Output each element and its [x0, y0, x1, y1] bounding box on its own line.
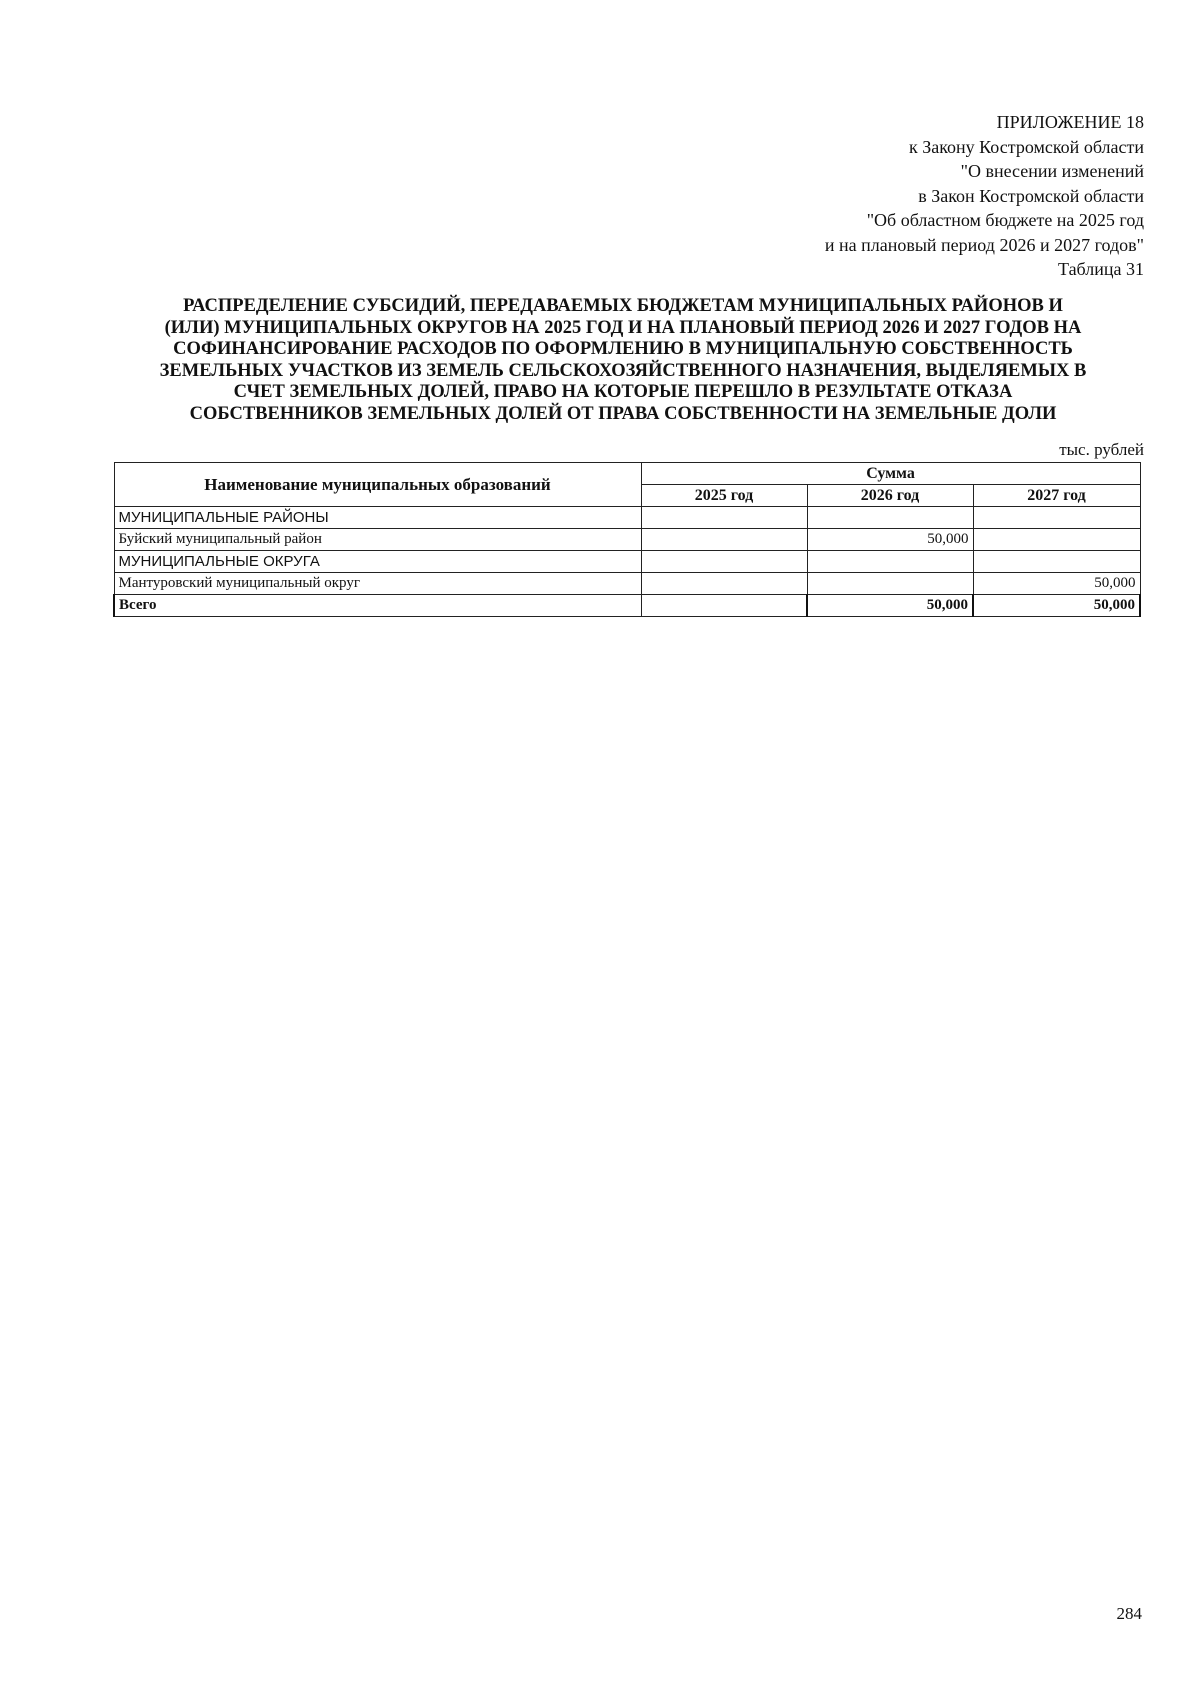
- document-title: [108, 296, 1138, 425]
- appendix-reference: [624, 110, 1144, 282]
- appendix-line: ПРИЛОЖЕНИЕ 18: [996, 112, 1144, 132]
- sum-column-header: Сумма: [641, 463, 1140, 485]
- value-2026: 50,000: [807, 529, 973, 551]
- value-2026: [807, 551, 973, 573]
- appendix-line: в Закон Костромской области: [918, 185, 1144, 206]
- value-2025: [641, 507, 807, 529]
- appendix-line: Таблица 31: [1058, 259, 1144, 279]
- table-row: [114, 551, 1140, 573]
- value-2027: [973, 551, 1140, 573]
- value-2025: [641, 551, 807, 573]
- total-2026: 50,000: [807, 595, 973, 617]
- value-2027: 50,000: [973, 573, 1140, 595]
- total-label: Всего: [114, 595, 641, 617]
- title-line: ЗЕМЕЛЬНЫХ УЧАСТКОВ ИЗ ЗЕМЕЛЬ СЕЛЬСКОХОЗЯЙСТВЕННОГО НАЗНАЧЕНИЯ, ВЫДЕЛЯЕМЫХ В: [159, 360, 1087, 381]
- table-row: [114, 573, 1140, 595]
- appendix-line: к Закону Костромской области: [908, 136, 1144, 157]
- municipality-name: Буйский муниципальный район: [114, 529, 641, 551]
- value-2025: [641, 529, 807, 551]
- municipality-name: МУНИЦИПАЛЬНЫЕ РАЙОНЫ: [114, 507, 641, 529]
- table-row: [114, 507, 1140, 529]
- title-line: СОФИНАНСИРОВАНИЕ РАСХОДОВ ПО ОФОРМЛЕНИЮ В МУНИЦИПАЛЬНУЮ СОБСТВЕННОСТЬ: [173, 339, 1073, 359]
- subsidy-table: [113, 462, 1141, 617]
- appendix-line: "О внесении изменений: [960, 161, 1144, 181]
- units-label: тыс. рублей: [1059, 440, 1144, 459]
- table-row: [114, 529, 1140, 551]
- value-2026: [807, 573, 973, 595]
- title-line: РАСПРЕДЕЛЕНИЕ СУБСИДИЙ, ПЕРЕДАВАЕМЫХ БЮДЖЕТАМ МУНИЦИПАЛЬНЫХ РАЙОНОВ И: [183, 296, 1063, 316]
- value-2027: [973, 529, 1140, 551]
- title-line: (ИЛИ) МУНИЦИПАЛЬНЫХ ОКРУГОВ НА 2025 ГОД И НА ПЛАНОВЫЙ ПЕРИОД 2026 И 2027 ГОДОВ НА: [164, 317, 1082, 338]
- appendix-line: "Об областном бюджете на 2025 год: [866, 210, 1144, 230]
- name-column-header: Наименование муниципальных образований: [114, 463, 641, 507]
- total-row: [114, 595, 1140, 617]
- municipality-name: МУНИЦИПАЛЬНЫЕ ОКРУГА: [114, 551, 641, 573]
- total-2027: 50,000: [973, 595, 1140, 617]
- page-number: 284: [1116, 1604, 1142, 1623]
- title-line: СОБСТВЕННИКОВ ЗЕМЕЛЬНЫХ ДОЛЕЙ ОТ ПРАВА СОБСТВЕННОСТИ НА ЗЕМЕЛЬНЫЕ ДОЛИ: [189, 403, 1057, 424]
- table-header-row: [114, 463, 1140, 485]
- total-2025: [641, 595, 807, 617]
- year-header-2027: 2027 год: [973, 485, 1140, 507]
- value-2027: [973, 507, 1140, 529]
- value-2025: [641, 573, 807, 595]
- year-header-2025: 2025 год: [641, 485, 807, 507]
- appendix-line: и на плановый период 2026 и 2027 годов": [824, 234, 1144, 255]
- title-line: СЧЕТ ЗЕМЕЛЬНЫХ ДОЛЕЙ, ПРАВО НА КОТОРЫЕ ПЕРЕШЛО В РЕЗУЛЬТАТЕ ОТКАЗА: [233, 382, 1013, 402]
- value-2026: [807, 507, 973, 529]
- municipality-name: Мантуровский муниципальный округ: [114, 573, 641, 595]
- year-header-2026: 2026 год: [807, 485, 973, 507]
